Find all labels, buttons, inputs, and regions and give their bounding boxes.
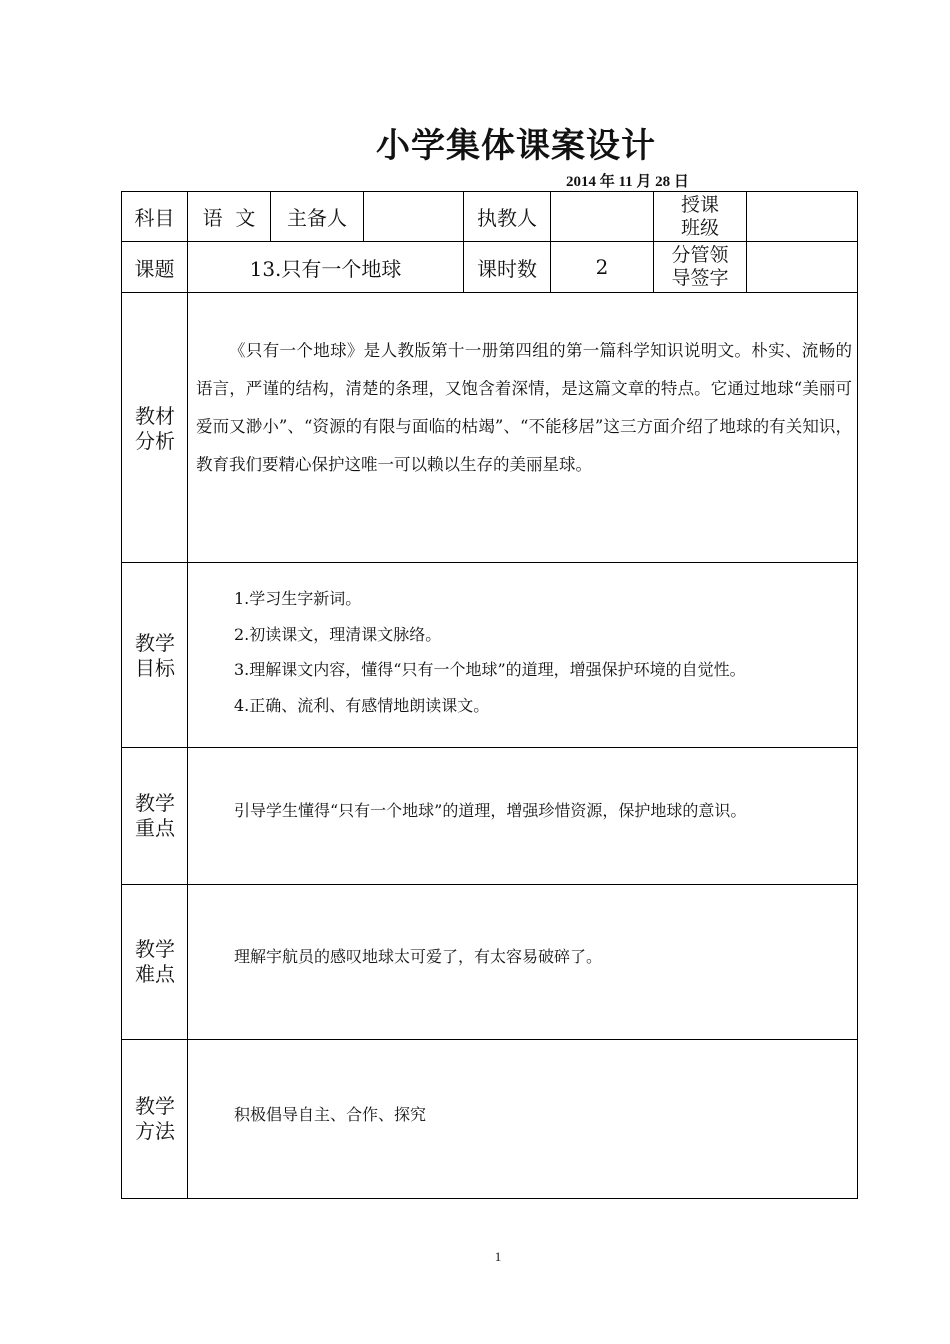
analysis-label: 教材 分析 xyxy=(135,404,175,453)
subject-label: 科目 xyxy=(134,206,175,230)
key-points-text: 引导学生懂得“只有一个地球”的道理，增强珍惜资源，保护地球的意识。 xyxy=(234,801,747,820)
teacher-label: 执教人 xyxy=(477,206,537,230)
methods-text: 积极倡导自主、合作、探究 xyxy=(234,1105,427,1124)
sign-label: 分管领 导签字 xyxy=(671,244,729,289)
teacher-value[interactable] xyxy=(551,192,653,241)
table-rule xyxy=(121,292,858,293)
planner-label: 主备人 xyxy=(287,206,347,230)
class-label: 授课 班级 xyxy=(680,193,719,239)
table-rule xyxy=(121,884,858,885)
table-rule xyxy=(121,1039,858,1040)
goal-item: 3.理解课文内容，懂得“只有一个地球”的道理，增强保护环境的自觉性。 xyxy=(234,660,746,679)
topic-label: 课题 xyxy=(134,256,175,281)
planner-value[interactable] xyxy=(364,192,463,241)
hours-label: 课时数 xyxy=(477,256,537,281)
class-value[interactable] xyxy=(747,192,857,241)
key-points-label: 教学 重点 xyxy=(135,791,175,840)
page-number: 1 xyxy=(494,1249,502,1264)
page-title: 小学集体课案设计 xyxy=(376,126,656,166)
methods-label: 教学 方法 xyxy=(135,1094,175,1143)
goal-item: 4.正确、流利、有感情地朗读课文。 xyxy=(234,696,490,715)
subject-value: 语 文 xyxy=(202,206,256,230)
sign-value[interactable] xyxy=(747,242,857,292)
goal-item: 2.初读课文，理清课文脉络。 xyxy=(234,625,442,644)
hours-value: 2 xyxy=(595,255,609,279)
difficulties-text: 理解宇航员的感叹地球太可爱了，有太容易破碎了。 xyxy=(234,947,603,966)
difficulties-label: 教学 难点 xyxy=(135,937,175,986)
table-rule xyxy=(187,191,188,1199)
analysis-text xyxy=(196,332,852,484)
goal-item: 1.学习生字新词。 xyxy=(234,589,362,608)
analysis-paragraph: 《只有一个地球》是人教版第十一册第四组的第一篇科学知识说明文。朴实、流畅的语言，严谨的结构，清楚的条理，又饱含着深情，是这篇文章的特点。它通过地球“美丽可爱而又渺小”、“资源的有限与面临的枯竭”、“不能移居”这三方面介绍了地球的有关知识，教育我们要精心保护这唯一可以赖以生存的美丽星球。 xyxy=(196,341,852,474)
table-rule xyxy=(121,747,858,748)
date-label: 2014 年 11 月 28 日 xyxy=(566,174,689,190)
table-rule xyxy=(121,562,858,563)
topic-value: 13.只有一个地球 xyxy=(249,256,402,281)
goals-label: 教学 目标 xyxy=(135,631,175,680)
